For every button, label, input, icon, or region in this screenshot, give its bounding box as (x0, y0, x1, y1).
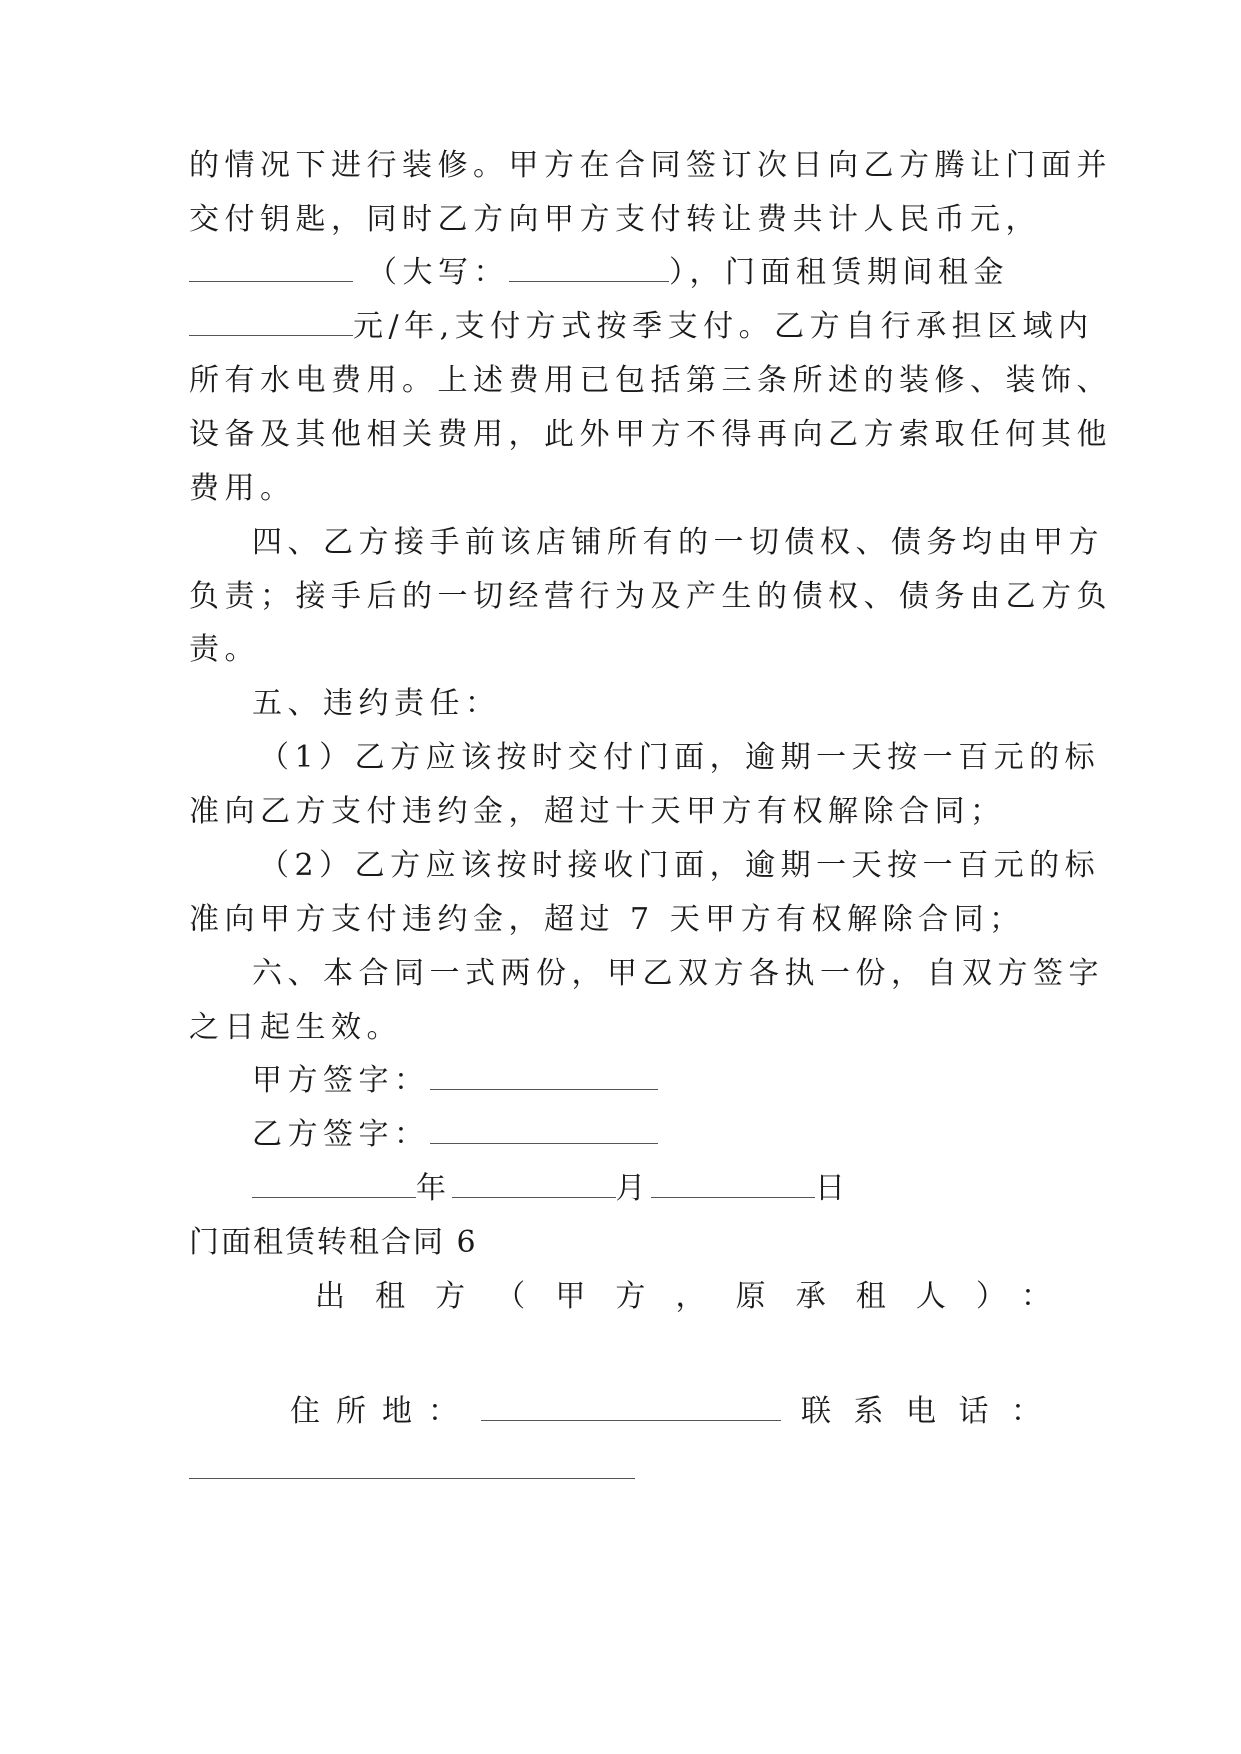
paragraph-line: 之日起生效。 (189, 1010, 402, 1045)
address-label: 住所地： (290, 1394, 458, 1429)
signature-blank (430, 1119, 658, 1144)
day-label: 日 (815, 1171, 851, 1206)
clause-five-heading: 五、违约责任： (252, 686, 501, 721)
paragraph-line: 的情况下进行装修。甲方在合同签订次日向乙方腾让门面并 (189, 148, 1112, 183)
address-blank (481, 1396, 781, 1421)
year-blank (252, 1173, 416, 1198)
address-phone-line (290, 1382, 1051, 1442)
party-a-signature-label: 甲方签字： (252, 1063, 430, 1098)
contract-title: 门面租赁转租合同 6 (189, 1225, 478, 1260)
month-label: 月 (615, 1171, 651, 1206)
month-blank (452, 1173, 616, 1198)
party-a-signature (252, 1051, 1051, 1111)
year-label: 年 (416, 1171, 452, 1206)
blank-underline (189, 257, 353, 282)
text-fragment: （大写： (367, 255, 509, 290)
blank-underline (189, 311, 353, 336)
party-b-signature (252, 1105, 1051, 1165)
phone-label: 联系电话： (801, 1394, 1041, 1429)
party-b-signature-label: 乙方签字： (252, 1117, 430, 1152)
day-blank (651, 1173, 815, 1198)
paragraph-line: 费用。 (189, 471, 296, 506)
paragraph-line: 责。 (189, 632, 260, 667)
paragraph-line: 准向乙方支付违约金，超过十天甲方有权解除合同； (189, 794, 1006, 829)
clause-five-item-2: （2）乙方应该按时接收门面，逾期一天按一百元的标 (259, 848, 1101, 883)
paragraph-line: 准向甲方支付违约金，超过 7 天甲方有权解除合同； (189, 902, 1025, 937)
text-fragment: 元/年,支付方式按季支付。乙方自行承担区域内 (353, 309, 1094, 344)
clause-five-item-1: （1）乙方应该按时交付门面，逾期一天按一百元的标 (259, 740, 1101, 775)
clause-six: 六、本合同一式两份，甲乙双方各执一份，自双方签字 (252, 956, 1104, 991)
paragraph-line: 设备及其他相关费用，此外甲方不得再向乙方索取任何其他 (189, 417, 1112, 452)
lessor-line: 出租方（甲方，原承租人）： (315, 1279, 1051, 1314)
clause-four: 四、乙方接手前该店铺所有的一切债权、债务均由甲方 (252, 525, 1104, 560)
blank-underline (509, 257, 669, 282)
text-fragment: ），门面租赁期间租金 (669, 255, 1009, 290)
signature-date (252, 1159, 1051, 1219)
paragraph-line: 负责；接手后的一切经营行为及产生的债权、债务由乙方负 (189, 579, 1112, 614)
signature-blank (430, 1065, 658, 1090)
lessor-blank (189, 1478, 635, 1479)
paragraph-line: 所有水电费用。上述费用已包括第三条所述的装修、装饰、 (189, 363, 1112, 398)
paragraph-line: 交付钥匙，同时乙方向甲方支付转让费共计人民币元， (189, 202, 1041, 237)
paragraph-line-with-blanks (189, 243, 1051, 303)
paragraph-line-with-blank (189, 297, 1094, 357)
